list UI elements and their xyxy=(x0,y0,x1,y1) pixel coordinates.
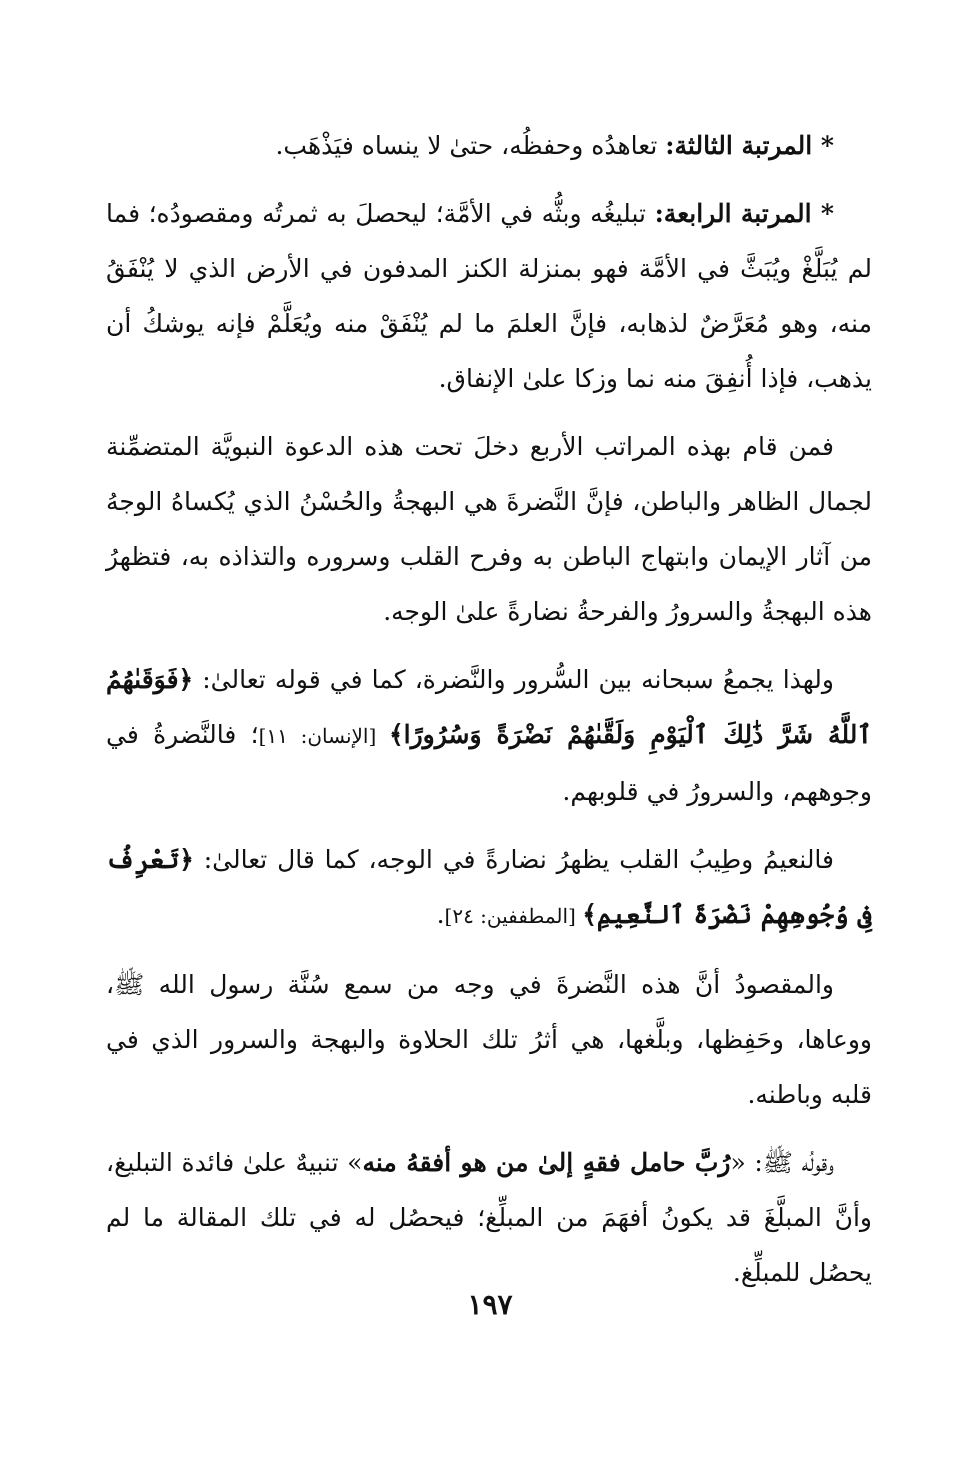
third-level-text: تعاهدُه وحفظُه، حتىٰ لا ينساه فيَذْهَب. xyxy=(275,131,666,160)
hadith-text-after: » تنبيهٌ علىٰ فائدة التبليغ، وأنَّ المبلَّغَ قد يكونُ أفهَمَ من المبلِّغ؛ فيحصُل له في تلك المقالة ما لم يحصُل للمبلِّغ. xyxy=(106,1148,872,1287)
paragraph-fourth-level xyxy=(106,186,872,406)
paragraph-hadith-explanation xyxy=(106,1135,872,1300)
paragraph-purpose xyxy=(106,957,872,1122)
quran-verse-mutaffifin: ﴿تَعْرِفُ فِى وُجُوهِهِمْ نَضْرَةَ ٱلنَّعِيمِ﴾ xyxy=(106,845,872,929)
hadith-quote: رُبَّ حامل فقهٍ إلىٰ من هو أفقهُ منه xyxy=(362,1148,731,1177)
purpose-text: والمقصودُ أنَّ هذه النَّضرةَ في وجه من سمع سُنَّة رسول الله ﷺ، ووعاها، وحَفِظها، وبلَّغها، هي أثرُ تلك الحلاوة والبهجة والسرور الذي في قلبه وباطنه. xyxy=(106,970,872,1109)
paragraph-third-level xyxy=(106,118,872,173)
fourth-level-heading: * المرتبة الرابعة: xyxy=(654,199,834,228)
summary-text: فمن قام بهذه المراتب الأربع دخلَ تحت هذه الدعوة النبويَّة المتضمِّنة لجمال الظاهر والباطن، فإنَّ النَّضرةَ هي البهجةُ والحُسْنُ الذي يُكساهُ الوجهُ من آثار الإيمان وابتهاج الباطن به وفرح القلب وسروره والتذاذه به، فتظهرُ هذه البهجةُ والسرورُ والفرحةُ نضارةً علىٰ الوجه. xyxy=(106,432,872,626)
fourth-level-text: تبليغُه وبثُّه في الأمَّة؛ ليحصلَ به ثمرتُه ومقصودُه؛ فما لم يُبَلَّغْ ويُبَثَّ في الأمَّة فهو بمنزلة الكنز المدفون في الأرض الذي لا يُنْفَقُ منه، وهو مُعَرَّضٌ لذهابه، فإنَّ العلمَ ما لم يُنْفَقْ منه ويُعَلَّمْ فإنه يوشكُ أن يذهب، فإذا أُنفِقَ منه نما وزكا علىٰ الإنفاق. xyxy=(106,199,872,393)
bliss-text-after: . xyxy=(436,900,445,929)
page-number: ١٩٧ xyxy=(467,1288,513,1321)
quran-verse-insan: ﴿فَوَقَىٰهُمُ ٱللَّهُ شَرَّ ذَٰلِكَ ٱلْيَوْمِ وَلَقَّىٰهُمْ نَضْرَةً وَسُرُورًا﴾ xyxy=(106,665,872,749)
verse-reference-mutaffifin: [المطففين: ٢٤] xyxy=(444,904,583,928)
paragraph-joy-and-radiance xyxy=(106,652,872,819)
verse-reference-insan: [الإنسان: ١١] xyxy=(258,724,389,748)
paragraph-four-levels-summary xyxy=(106,419,872,639)
joy-text-after: ؛ فالنَّضرةُ في وجوههم، والسرورُ في قلوبهم. xyxy=(106,720,872,806)
bliss-text-before: فالنعيمُ وطِيبُ القلب يظهرُ نضارةً في الوجه، كما قال تعالىٰ: xyxy=(193,845,834,874)
paragraph-bliss xyxy=(106,832,872,944)
book-page xyxy=(106,118,872,1358)
joy-text-before: ولهذا يجمعُ سبحانه بين السُّرور والنَّضرة، كما في قوله تعالىٰ: xyxy=(193,665,834,694)
third-level-heading: * المرتبة الثالثة: xyxy=(665,131,834,160)
hadith-text-before: وقولُه ﷺ: « xyxy=(730,1148,834,1177)
